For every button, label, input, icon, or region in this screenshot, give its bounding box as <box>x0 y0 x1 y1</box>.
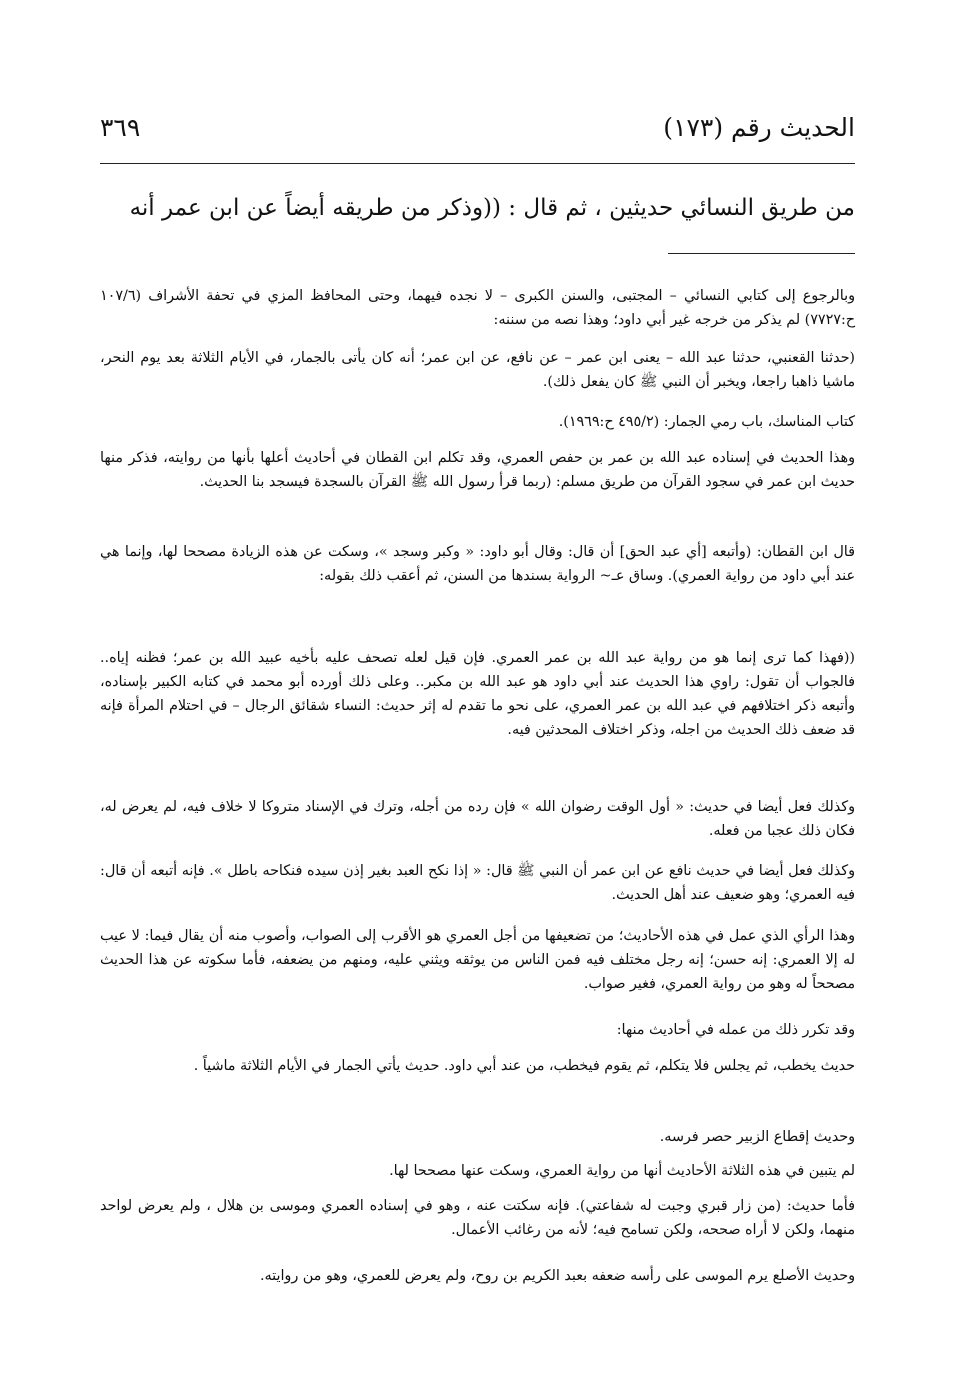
footnote-paragraph: ((فهذا كما ترى إنما هو من رواية عبد الله بن عمر العمري. فإن قيل لعله تصحف عليه بأخيه عبيد الله بن عمر؛ فظنه إياه.. فالجواب أن تقول: راوي هذا الحديث عند أبي داود هو عبد الله بن مكبر.. وعلى ذلك أورده أبو محمد في كتابه الكبير بإسناده، وأتبعه ذكر اختلافهم في عبد الله بن عمر العمري، على نحو ما تقدم له إثر حديث: النساء شقائق الرجال – في احتلام المرأة فإنه قد ضعف ذلك الحديث من اجله، وذكر اختلاف المحدثين فيه. <box>100 650 855 738</box>
page-header <box>100 113 855 153</box>
footnote-paragraph: وقد تكرر ذلك من عمله في أحاديث منها: <box>616 1022 855 1038</box>
hadith-number-title: الحديث رقم (١٧٣) <box>663 113 855 142</box>
footnote-paragraph: لم يتبين في هذه الثلاثة الأحاديث أنها من رواية العمري، وسكت عنها مصححا لها. <box>389 1163 855 1179</box>
footnote-separator <box>668 253 855 254</box>
main-text-line: من طريق النسائي حديثين ، ثم قال : ((وذكر من طريقه أيضاً عن ابن عمر أنه <box>129 195 855 221</box>
footnote-paragraph: وكذلك فعل أيضا في حديث: « أول الوقت رضوان الله » فإن رده من أجله، وترك في الإسناد متروكا لا خلاف فيه، لم يعرض له، فكان ذلك عجبا من فعله. <box>100 799 855 839</box>
footnote-paragraph: قال ابن القطان: (وأتبعه [أي عبد الحق] أن قال: وقال أبو داود: « وكبر وسجد »، وسكت عن هذه الزيادة مصححا لها، وإنما هي عند أبي داود من رواية العمري). وساق عـ~ الرواية بسندها من السنن، ثم أعقب ذلك بقوله: <box>100 544 855 584</box>
footnote-paragraph: وهذا الحديث في إسناده عبد الله بن عمر بن حفص العمري، وقد تكلم ابن القطان في أحاديث أعلها بأنها من روايته، فذكر منها حديث ابن عمر في سجود القرآن من طريق مسلم: (ربما قرأ رسول الله ﷺ القرآن بالسجدة فيسجد بنا الحديث. <box>100 450 855 490</box>
footnote-paragraph: حديث يخطب، ثم يجلس فلا يتكلم، ثم يقوم فيخطب، من عند أبي داود. حديث يأتي الجمار في الأيام الثلاثة ماشياً . <box>193 1058 855 1074</box>
footnote-paragraph: وحديث إقطاع الزبير حصر فرسه. <box>659 1129 855 1145</box>
page-number: ٣٦٩ <box>100 113 141 142</box>
footnote-paragraph: وبالرجوع إلى كتابي النسائي – المجتبى، والسنن الكبرى – لا نجده فيهما، وحتى المحافظ المزي في تحفة الأشراف (١٠٧/٦ ح:٧٧٢٧) لم يذكر من خرجه غير أبي داود؛ وهذا نصه من سننه: <box>100 288 855 328</box>
footnote-paragraph: وكذلك فعل أيضا في حديث نافع عن ابن عمر أن النبي ﷺ قال: « إذا نكح العبد بغير إذن سيده فنكاحه باطل ». فإنه أتبعه أن قال: فيه العمري؛ وهو ضعيف عند أهل الحديث. <box>100 863 855 903</box>
footnote-paragraph: فأما حديث: (من زار قبري وجبت له شفاعتي). فإنه سكتت عنه ، وهو في إسناده العمري وموسى بن هلال ، ولم يعرض لواحد منهما، ولكن لا أراه صححه، ولكن تسامح فيه؛ لأنه من رغائب الأعمال. <box>100 1198 855 1238</box>
footnote-paragraph: (حدثنا القعنبي، حدثنا عبد الله – يعنى ابن عمر – عن نافع، عن ابن عمر؛ أنه كان يأتى بالجمار، في الأيام الثلاثة بعد يوم النحر، ماشيا ذاهبا راجعا، ويخبر أن النبي ﷺ كان يفعل ذلك). <box>100 350 855 390</box>
footnote-paragraph: وحديث الأصلع يرم الموسى على رأسه ضعفه بعبد الكريم بن روح، ولم يعرض للعمري، وهو من روايته. <box>259 1268 855 1284</box>
footnote-paragraph: وهذا الرأي الذي عمل في هذه الأحاديث؛ من تضعيفها من أجل العمري هو الأقرب إلى الصواب، وأصوب منه أن يقال فيما: لا عيب له إلا العمري: إنه حسن؛ إنه رجل مختلف فيه فمن الناس من يوثقه ويثني عليه، ومنهم من يضعفه، فأما سكوته عن هذا الحديث مصححاً له وهو من رواية العمري، فغير صواب. <box>100 928 855 992</box>
header-divider <box>100 163 855 164</box>
footnote-paragraph: كتاب المناسك، باب رمي الجمار: (٤٩٥/٢ ح:١٩٦٩). <box>558 414 855 430</box>
